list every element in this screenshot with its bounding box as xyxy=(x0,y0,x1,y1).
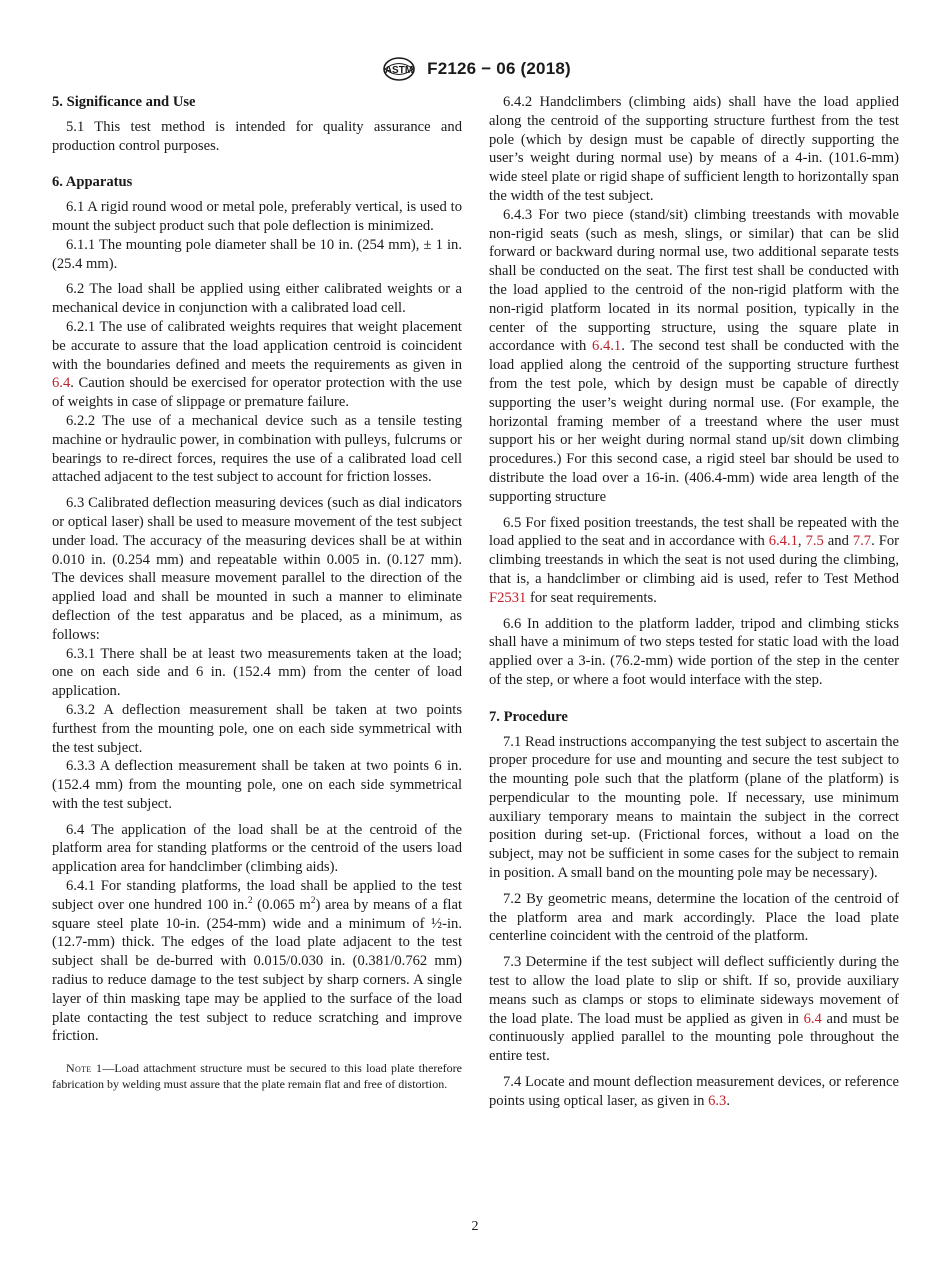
paragraph-6-2: 6.2 The load shall be applied using either calibrated weights or a mechanical device in conjunction with a calibrated load cell. xyxy=(52,281,462,317)
paragraph-6-4-3: 6.4.3 For two piece (stand/sit) climbing treestands with movable non-rigid seats (such as mesh, slings, or similar) that can be slid forward or backward during normal use, two additional separate tests shall be conducted on the seat. The first test shall be conducted with the load applied to the centroid of the non-rigid platform with the non-rigid platform located in its normal position, typically in the center of the supporting structure, using the square plate in accordance with 6.4.1. The second test shall be conducted with the load applied along the centroid of the supporting structure furthest from the test pole, which by design must be capable of directly supporting the user’s weight during normal use. (For example, the horizontal framing member of a treestand where the user must support his or her weight during normal stand up/sit down climbing procedures.) For this second case, a rigid steel bar should be used to distribute the load over a 16-in. (406.4-mm) wide area length of the supporting structure xyxy=(489,206,900,505)
left-column xyxy=(52,93,462,1092)
paragraph-7-1: 7.1 Read instructions accompanying the test subject to ascertain the proper procedure for use and mounting and secure the test subject to the mounting pole such that the platform (plane of the platform) is perpendicular to the mounting pole. If necessary, use minimum auxiliary temporary means to maintain the subject in the correct position during set-up. (Frictional forces, without a load on the subject, may not be sufficient in some cases for the subject to remain in position. A small band on the mounting pole may be necessary). xyxy=(489,733,899,882)
paragraph-7-4: 7.4 Locate and mount deflection measurement devices, or reference points using optical laser, as given in 6.3. xyxy=(489,1074,899,1109)
paragraph-7-3: 7.3 Determine if the test subject will deflect sufficiently during the test to allow the load plate to slip or shift. If so, provide auxiliary means such as clamps or stops to eliminate sideways movement of the load plate. The load must be applied as given in 6.4 and must be continuously applied parallel to the mounting pole throughout the entire test. xyxy=(489,954,899,1065)
section-heading-5: 5. Significance and Use xyxy=(52,94,196,110)
paragraph-6-6: 6.6 In addition to the platform ladder, tripod and climbing sticks shall have a minimum of two steps tested for static load with the load applied over a 3-in. (76.2-mm) wide portion of the step in the center of the step, or where a foot would interface with the step. xyxy=(489,615,899,688)
paragraph-7-2: 7.2 By geometric means, determine the location of the centroid of the platform area and mark accordingly. Place the load plate centerline coincident with the centroid of the platform. xyxy=(489,890,899,945)
svg-text:ASTM: ASTM xyxy=(384,65,414,76)
link-7-5[interactable]: 7.5 xyxy=(805,533,824,550)
section-heading-7: 7. Procedure xyxy=(489,708,568,725)
link-6-3[interactable]: 6.3 xyxy=(708,1092,727,1109)
paragraph-6-4-1: 6.4.1 For standing platforms, the load shall be applied to the test subject over one hundred 100 in.$^2$ (0.065 $m^2$) area by means of a flat square steel plate 10-in. (254-mm) wide and a minimum of ½-in. (12.7-mm) thick. The edges of the load plate adjacent to the test subject shall be de-burred with 0.015/0.030 in. (0.381/0.762 mm) radius to reduce damage to the test subject by sharp corners. A single layer of thin masking tape may be applied to the surface of the load plate contacting the test subject to reduce scratching and improve friction. xyxy=(52,878,462,1045)
paragraph-6-3-3: 6.3.3 A deflection measurement shall be taken at two points 6 in. (152.4 mm) from the mounting pole, one on each side symmetrical with the test subject. xyxy=(52,758,462,812)
paragraph-6-5: 6.5 For fixed position treestands, the test shall be repeated with the load applied to the seat and in accordance with 6.4.1, 7.5 and 7.7. For climbing treestands in which the seat is not used during the climbing, that is, a handclimber or climbing aid is used, refer to Test Method F2531 for seat requirements. xyxy=(489,514,899,606)
paragraph-6-4: 6.4 The application of the load shall be at the centroid of the platform area for standing platforms or the centroid of the users load application area for handclimber (climbing aids). xyxy=(52,821,462,876)
link-6-4-1[interactable]: 6.4.1 xyxy=(592,338,622,355)
paragraph-5-1: 5.1 This test method is intended for quality assurance and production control purposes. xyxy=(52,118,462,154)
link-6-4-1-b[interactable]: 6.4.1 xyxy=(768,533,798,550)
paragraph-6-3-1: 6.3.1 There shall be at least two measurements taken at the load; one on each side and 6 in. (152.4 mm) from the center of load application. xyxy=(52,645,462,700)
link-7-7[interactable]: 7.7 xyxy=(852,533,872,550)
paragraph-6-2-2: 6.2.2 The use of a mechanical device such as a tensile testing machine or hydraulic power, in combination with pulleys, fulcrums or bearings to re-direct forces, requires the use of a calibrated load cell attached adjacent to the test subject to account for friction losses. xyxy=(52,412,462,486)
paragraph-6-1: 6.1 A rigid round wood or metal pole, preferably vertical, is used to mount the subject product such that pole deflection is minimized. xyxy=(52,199,462,234)
paragraph-6-2-1: 6.2.1 The use of calibrated weights requires that weight placement be accurate to assure that the load application centroid is coincident with the boundaries defined and meets the requirements as given in 6.4. Caution should be exercised for operator protection with the use of weights in case of slippage or premature failure. xyxy=(52,318,462,411)
section-heading-6: 6. Apparatus xyxy=(52,174,133,191)
page-number: 2 xyxy=(471,1219,479,1234)
paragraph-6-3: 6.3 Calibrated deflection measuring devices (such as dial indicators or optical laser) shall be used to measure movement of the test subject under load. The accuracy of the measuring devices shall be at within 0.010 in. (0.254 mm) and repeatable within 0.005 in. (0.127 mm). The devices shall measure movement parallel to the direction of the applied load and shall be mounted in such a manner to eliminate deflection of the test apparatus and be placed, as a minimum, as follows: xyxy=(52,495,462,643)
page-header xyxy=(0,56,950,82)
right-column xyxy=(489,93,899,1111)
link-f2531[interactable]: F2531 xyxy=(489,589,527,606)
paragraph-6-1-1: 6.1.1 The mounting pole diameter shall be 10 in. (254 mm), ± 1 in. (25.4 mm). xyxy=(52,236,462,272)
standard-designation: F2126 − 06 (2018) xyxy=(427,59,571,78)
paragraph-6-3-2: 6.3.2 A deflection measurement shall be taken at two points furthest from the mounting pole, one on each side symmetrical with the test subject. xyxy=(52,701,462,756)
paragraph-6-4-2: 6.4.2 Handclimbers (climbing aids) shall have the load applied along the centroid of the supporting structure furthest from the test pole (which by design must be capable of directly supporting the user’s weight during normal use) by means of a 4-in. (101.6-mm) wide steel plate or rigid shape of sufficient length to horizontally span the width of the test subject. xyxy=(489,94,899,204)
astm-logo-icon xyxy=(379,56,419,82)
link-6-4-b[interactable]: 6.4 xyxy=(803,1010,822,1027)
link-6-4[interactable]: 6.4 xyxy=(52,375,71,392)
note-1: Note 1—Load attachment structure must be secured to this load plate therefore fabrication by welding must assure that the plate remain flat and free of distortion. xyxy=(52,1061,462,1092)
